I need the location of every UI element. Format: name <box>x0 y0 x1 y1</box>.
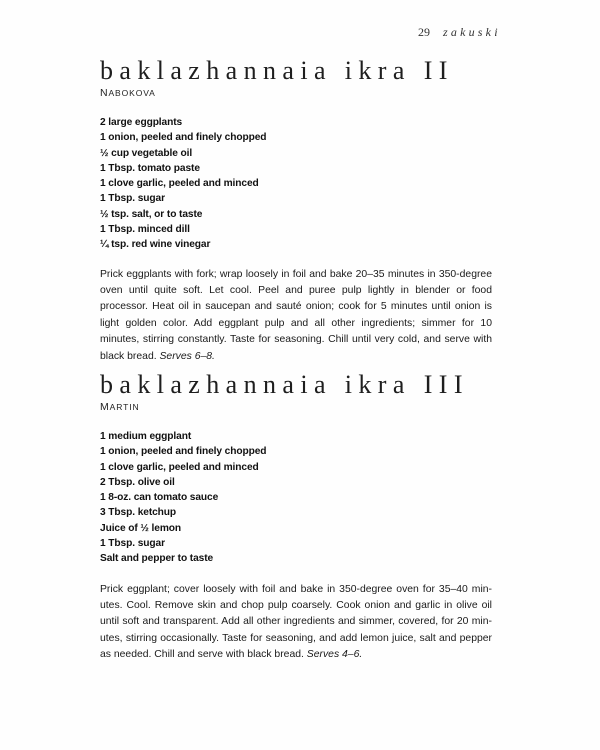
recipe-author <box>100 401 492 413</box>
recipe-title: baklazhannaia ikra II <box>100 56 454 85</box>
serves-note: Serves 4–6. <box>306 649 363 661</box>
ingredient-item: 2 large eggplants <box>100 117 183 128</box>
ingredient-item: 1 Tbsp. tomato paste <box>100 162 200 174</box>
ingredient-item: 1 Tbsp. sugar <box>100 538 165 550</box>
ingredient-item: ½ tsp. salt, or to taste <box>100 208 203 220</box>
ingredient-item: 1 Tbsp. minced dill <box>100 224 190 236</box>
recipe-instructions <box>100 582 492 664</box>
section-title: zakuski <box>443 25 501 39</box>
ingredient-list <box>100 429 492 567</box>
ingredient-item: 1 clove garlic, peeled and minced <box>100 461 259 473</box>
recipe-instructions <box>100 267 492 365</box>
ingredient-item: 1 clove garlic, peeled and minced <box>100 178 259 190</box>
author-initial: M <box>100 401 110 413</box>
ingredient-item: 1 Tbsp. sugar <box>100 193 165 205</box>
ingredient-item: 1 onion, peeled and finely chopped <box>100 446 267 458</box>
ingredient-item: 2 Tbsp. olive oil <box>100 476 175 488</box>
instructions-text: Prick eggplant; cover loosely with foil and bake in 350-degree oven for 35–40 min-utes. Cool. Remove skin and chop pulp coarsely. Cook onion and garlic in olive oil until soft and transparent. Add all other ingredients and simmer, covered, for 20 min-utes, stirring occasionally. Taste for seasoning, and add lemon juice, salt and pepper as needed. Chill and serve with black bread. <box>100 583 492 661</box>
running-head <box>418 25 501 40</box>
author-rest: ARTIN <box>109 402 140 412</box>
instructions-text: Prick eggplants with fork; wrap loosely in foil and bake 20–35 minutes in 350-degree oven until quite soft. Let cool. Peel and puree pulp lightly in blender or food processor. Heat oil in saucepan and sauté onion; cook for 5 minutes until onion is light golden color. Add eggplant pulp and all other ingredients; simmer for 10 minutes, stirring constantly. Taste for seasoning. Chill until very cold, and serve with black bread. <box>100 268 492 362</box>
serves-note: Serves 6–8. <box>159 350 215 362</box>
recipe-author <box>100 87 492 99</box>
ingredient-item: 1 8-oz. can tomato sauce <box>100 492 219 504</box>
ingredient-item: Juice of ½ lemon <box>100 522 182 534</box>
ingredient-item: 3 Tbsp. ketchup <box>100 507 177 519</box>
page-number: 29 <box>418 25 430 39</box>
ingredient-item: Salt and pepper to taste <box>100 553 214 565</box>
recipe-baklazhannaia-ikra-ii <box>100 56 492 365</box>
ingredient-item: ¼ tsp. red wine vinegar <box>100 239 211 251</box>
recipe-title: baklazhannaia ikra III <box>100 370 469 399</box>
recipe-baklazhannaia-ikra-iii <box>100 370 492 664</box>
ingredient-item: 1 onion, peeled and finely chopped <box>100 132 267 144</box>
author-rest: ABOKOVA <box>108 88 156 98</box>
ingredient-item: 1 medium eggplant <box>100 431 192 442</box>
ingredient-item: ½ cup vegetable oil <box>100 147 193 159</box>
author-initial: N <box>100 87 109 99</box>
ingredient-list <box>100 115 492 253</box>
